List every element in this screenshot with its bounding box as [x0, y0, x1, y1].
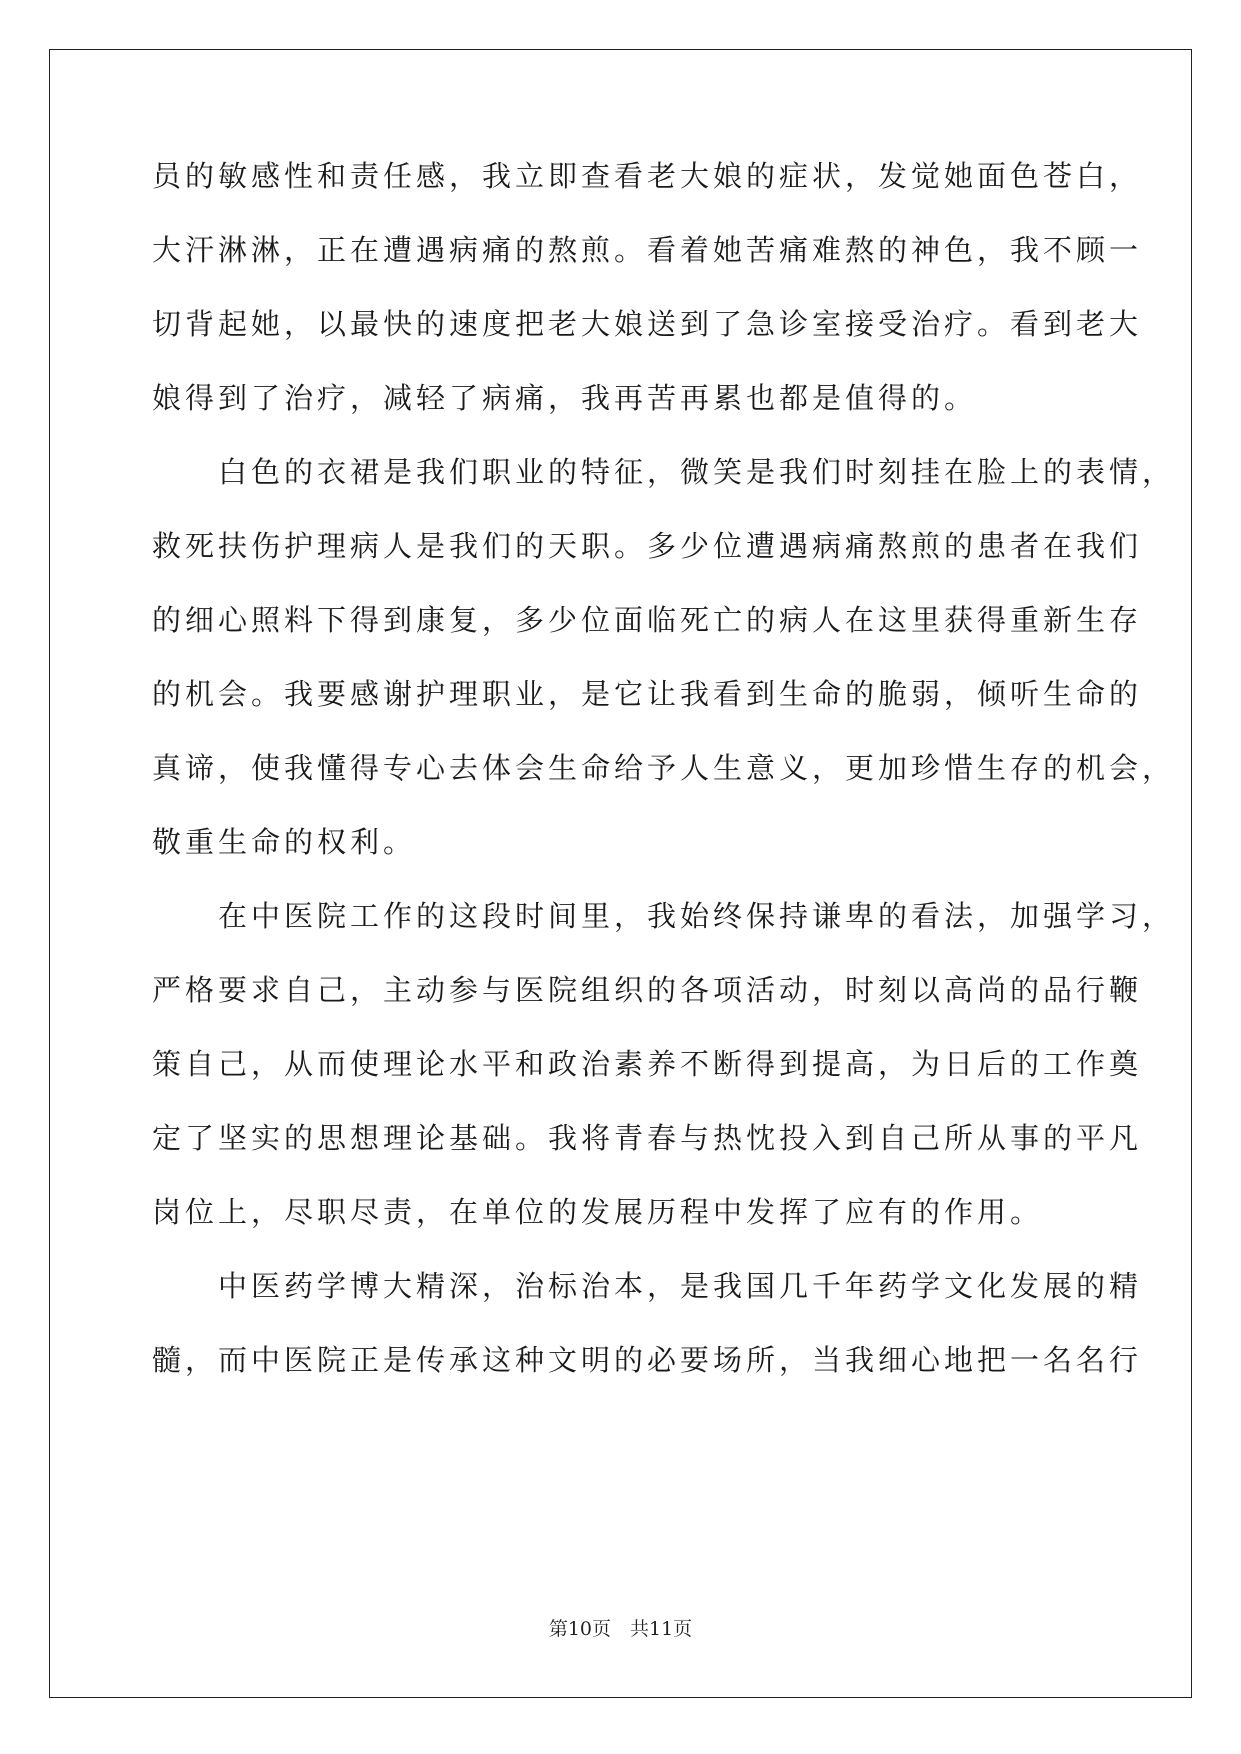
text-line: 员的敏感性和责任感，我立即查看老大娘的症状，发觉她面色苍白， — [152, 159, 1143, 193]
page-footer — [0, 1618, 1241, 1640]
text-line: 救死扶伤护理病人是我们的天职。多少位遭遇病痛熬煎的患者在我们 — [152, 529, 1143, 563]
text-line: 切背起她，以最快的速度把老大娘送到了急诊室接受治疗。看到老大 — [152, 307, 1143, 341]
text-line: 娘得到了治疗，减轻了病痛，我再苦再累也都是值得的。 — [152, 381, 978, 415]
text-line: 的机会。我要感谢护理职业，是它让我看到生命的脆弱，倾听生命的 — [152, 677, 1143, 711]
document-body — [152, 159, 1176, 1418]
text-line: 策自己，从而使理论水平和政治素养不断得到提高，为日后的工作奠 — [152, 1047, 1143, 1081]
text-line: 敬重生命的权利。 — [152, 825, 417, 859]
text-line: 定了坚实的思想理论基础。我将青春与热忱投入到自己所从事的平凡 — [152, 1121, 1143, 1155]
text-line: 在中医院工作的这段时间里，我始终保持谦卑的看法，加强学习， — [218, 899, 1176, 933]
text-line: 的细心照料下得到康复，多少位面临死亡的病人在这里获得重新生存 — [152, 603, 1143, 637]
text-line: 岗位上，尽职尽责，在单位的发展历程中发挥了应有的作用。 — [152, 1195, 1044, 1229]
text-line: 白色的衣裙是我们职业的特征，微笑是我们时刻挂在脸上的表情， — [218, 455, 1176, 489]
text-line: 髓，而中医院正是传承这种文明的必要场所，当我细心地把一名名行 — [152, 1343, 1143, 1377]
page-number-label: 第10页 共11页 — [548, 1618, 693, 1640]
text-line: 真谛，使我懂得专心去体会生命给予人生意义，更加珍惜生存的机会， — [152, 751, 1176, 785]
text-line: 严格要求自己，主动参与医院组织的各项活动，时刻以高尚的品行鞭 — [152, 973, 1143, 1007]
text-line: 中医药学博大精深，治标治本，是我国几千年药学文化发展的精 — [218, 1269, 1143, 1303]
text-line: 大汗淋淋，正在遭遇病痛的熬煎。看着她苦痛难熬的神色，我不顾一 — [152, 233, 1143, 267]
